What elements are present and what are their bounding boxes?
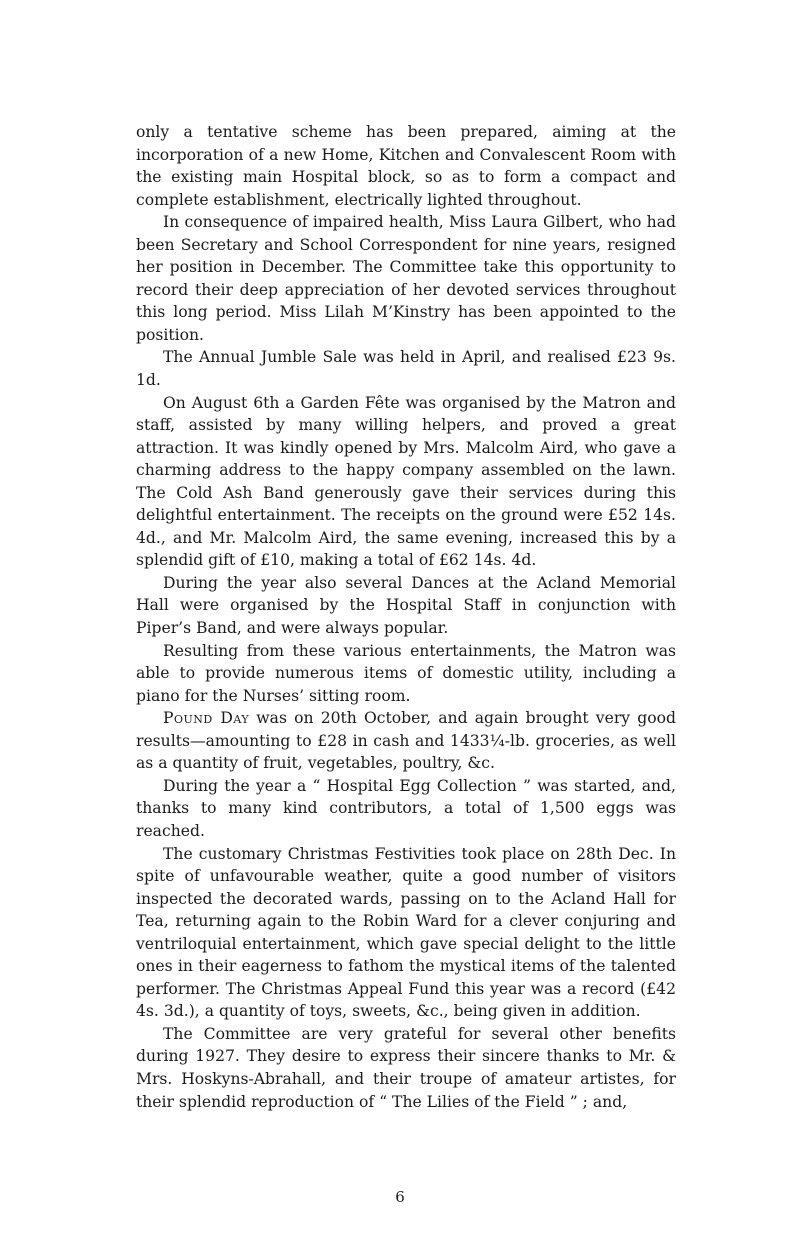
paragraph-dances: During the year also several Dances at the Acland Memorial Hall were organised by the Hospital Staff in conjunction with Piper’s Band, and were always popular. (136, 573, 676, 638)
paragraph-secretary-resignation: In consequence of impaired health, Miss Laura Gilbert, who had been Secretary and School Correspondent for nine years, resigned her position in December. The Committee take this opportunity to record their deep appreciation of her devoted services throughout this long period. Miss Lilah M’Kinstry has been appointed to the position. (136, 213, 676, 344)
page-number: 6 (395, 1188, 405, 1206)
paragraph-entertainments: Resulting from these various entertainments, the Matron was able to provide numerous items of domestic utility, including a piano for the Nurses’ sitting room. (136, 641, 676, 705)
paragraph-garden-fete: On August 6th a Garden Fête was organised by the Matron and staff, assisted by many willing helpers, and proved a great attraction. It was kindly opened by Mrs. Malcolm Aird, who gave a charming address to the happy company assembled on the lawn. The Cold Ash Band generously gave their services during this delightful entertainment. The receipts on the ground were £52 14s. 4d., and Mr. Malcolm Aird, the same evening, increased this by a splendid gift of £10, making a total of £62 14s. 4d. (136, 393, 676, 570)
paragraph-jumble-sale: The Annual Jumble Sale was held in April, and realised £23 9s. 1d. (136, 348, 676, 390)
paragraph-committee-thanks: The Committee are very grateful for several other benefits during 1927. They desire to express their sincere thanks to Mr. & Mrs. Hoskyns-Abrahall, and their troupe of amateur artistes, for their splendid reproduction of “ The Lilies of the Field ” ; and, (136, 1024, 676, 1111)
paragraph-pound-day (136, 707, 676, 775)
paragraph-new-home-scheme: only a tentative scheme has been prepared, aiming at the incorporation of a new Home, Kitchen and Convalescent Room with the existing main Hospital block, so as to form a compact and complete establishment, electrically lighted throughout. (136, 123, 676, 209)
body-text (136, 121, 676, 1113)
paragraph-christmas: The customary Christmas Festivities took place on 28th Dec. In spite of unfavourable weather, quite a good number of visitors inspected the decorated wards, passing on to the Acland Hall for Tea, returning again to the Robin Ward for a clever conjuring and ventriloquial entertainment, which gave special delight to the little ones in their eagerness to fathom the mystical items of the talented performer. The Christmas Appeal Fund this year was a record (£42 4s. 3d.), a quantity of toys, sweets, &c., being given in addition. (136, 844, 676, 1021)
pound-day-heading: Pound Day (163, 709, 250, 728)
pound-day-text: was on 20th October, and again brought very good results—amounting to £28 in cash and 1433¼-lb. groceries, as well as a quantity of fruit, vegetables, poultry, &c. (136, 709, 676, 773)
paragraph-egg-collection: During the year a “ Hospital Egg Collection ” was started, and, thanks to many kind contributors, a total of 1,500 eggs was reached. (136, 776, 676, 840)
